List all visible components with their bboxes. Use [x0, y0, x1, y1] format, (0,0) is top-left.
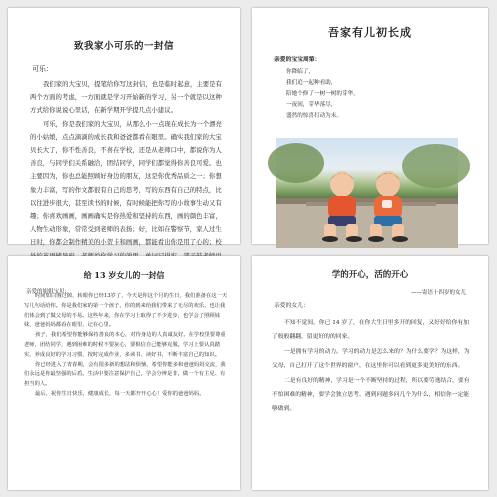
letter-greeting: 亲爱的女儿：: [274, 303, 309, 309]
letter-greeting: 亲爱的姐姐宝贝：: [26, 289, 71, 295]
letter-title: 致我家小可乐的一封信: [73, 41, 174, 52]
letter-title: 学的开心，活的开心: [331, 270, 409, 280]
letter-greeting: 可乐：: [32, 65, 53, 73]
letter-greeting: 亲爱的宝宝周第：: [274, 57, 321, 63]
letter-page-top-right: [252, 8, 488, 244]
letter-paragraph: 一是拥有学习的动力。学习的动力是怎么来的？为什么要学？为这样，为父母，自己打开了这个世界的窗户，在这里你可以看到更多更美好的东西。: [272, 348, 470, 370]
poem-line: 你降临了，: [286, 69, 314, 75]
letter-paragraph: 二是有良好的精神，学习是一个不断坚持的过程，所以要劳逸结合，要有不怕困难的精神，要学会独立思考，遇到问题多问几个为什么，相信你一定能够做到。: [272, 377, 470, 413]
letter-paragraph: 时间如白驹过隙，转眼你已经13岁了，今天是你这个月的生日，我们准备在这一天写几句话给你。你是我们家的第一个孩子，你的到来给我们带来了无尽的欢乐，也让我们体会到了做父母的不易。这些年来，你在学习上取得了不少进步，也学会了照顾妹妹，爸爸妈妈都看在眼里，记在心里。: [24, 293, 228, 329]
poem-line: 我们追一起种看助，: [286, 80, 337, 86]
letter-body: [30, 78, 226, 247]
letter-paragraph: 可乐，你是我们家的大宝贝，从那么小一点现在成长为一个漂亮的小姑娘，点点滴滴的成长我和爸爸都看在眼里。确实我们家的大宝贝长大了，你不性善良，不喜在学校，还是从老师口中，都说你为人善良，与同学们关系融洽，团结同学，同学们都觉得你善良可爱。也主要因为，你也总能照顾好身边的朋友，这是你优秀品质之一；你想象力丰富，写的作文都很有自己的思考，写的东西有自己的特点，比以往进步很大，甚至读书的时候，有时候能把你写的小故事生动又有趣；你喜欢画画，画画确实是你热爱和坚持的东西，画的颜色丰富，人物生动形象，常常受到老师的表扬；好，比如在警察节，家人过生日时，你都会制作精美的小贺卡和画画，都能看出你是用了心的；校: [30, 119, 222, 247]
letter-body: [272, 316, 472, 486]
poem-line: 一夜间，芽华落尽，: [286, 102, 337, 108]
letter-body: [24, 292, 228, 486]
letter-title: 吾家有儿初长成: [328, 26, 412, 39]
letter-paragraph: 最后，祝你生日快乐，健康成长，每一天都开开心心！爱你的爸爸妈妈。: [35, 390, 205, 397]
children-photo-illustration: [276, 138, 458, 248]
letter-paragraph: 孩子，我们希望你能够保持善良的本心，对待身边的人真诚友好。在学校里要尊重老师，团结同学，遇到困难的时候不要灰心，要相信自己能够克服。学习上要认真踏实，养成良好的学习习惯，按时完成作业，多读书，读好书，不断丰富自己的知识。: [24, 332, 226, 358]
letter-paragraph: 你已经进入了青春期，会有很多新的想法和烦恼，希望你能多和爸爸妈妈交流，我们永远是你最坚强的后盾。生活中要注意保护自己，学会分辨是非，做一个有主见、有担当的人。: [24, 361, 226, 388]
letter-paragraph: 我们家的大宝贝，提笔给你写这封信，也是临时起意，主要是有两个方面的考虑，一方面就是学习开始新的学习，另一个就是以这种方式给你说说心里话，在新学期开学提几点小建议。: [30, 80, 222, 115]
letter-paragraph: 不知不觉间，你已 14 岁了，在你大生日里多开的回复，又好好给你有加了般般翻翻，留更好的的回家。: [272, 320, 469, 341]
poem-block: [286, 67, 488, 122]
children-photo: [276, 138, 458, 248]
letter-page-bottom-left: [8, 256, 240, 490]
letter-title: 给 13 岁女儿的一封信: [83, 270, 165, 280]
letter-page-top-left: [8, 8, 240, 247]
poem-line: 陪她个修了一树一树的芽华，: [286, 91, 359, 97]
poem-line: 盛然的惊喜打动为未。: [286, 113, 342, 119]
letter-page-bottom-right: [252, 256, 488, 490]
letter-subtitle: ——寄语十四岁的女儿: [410, 290, 466, 296]
